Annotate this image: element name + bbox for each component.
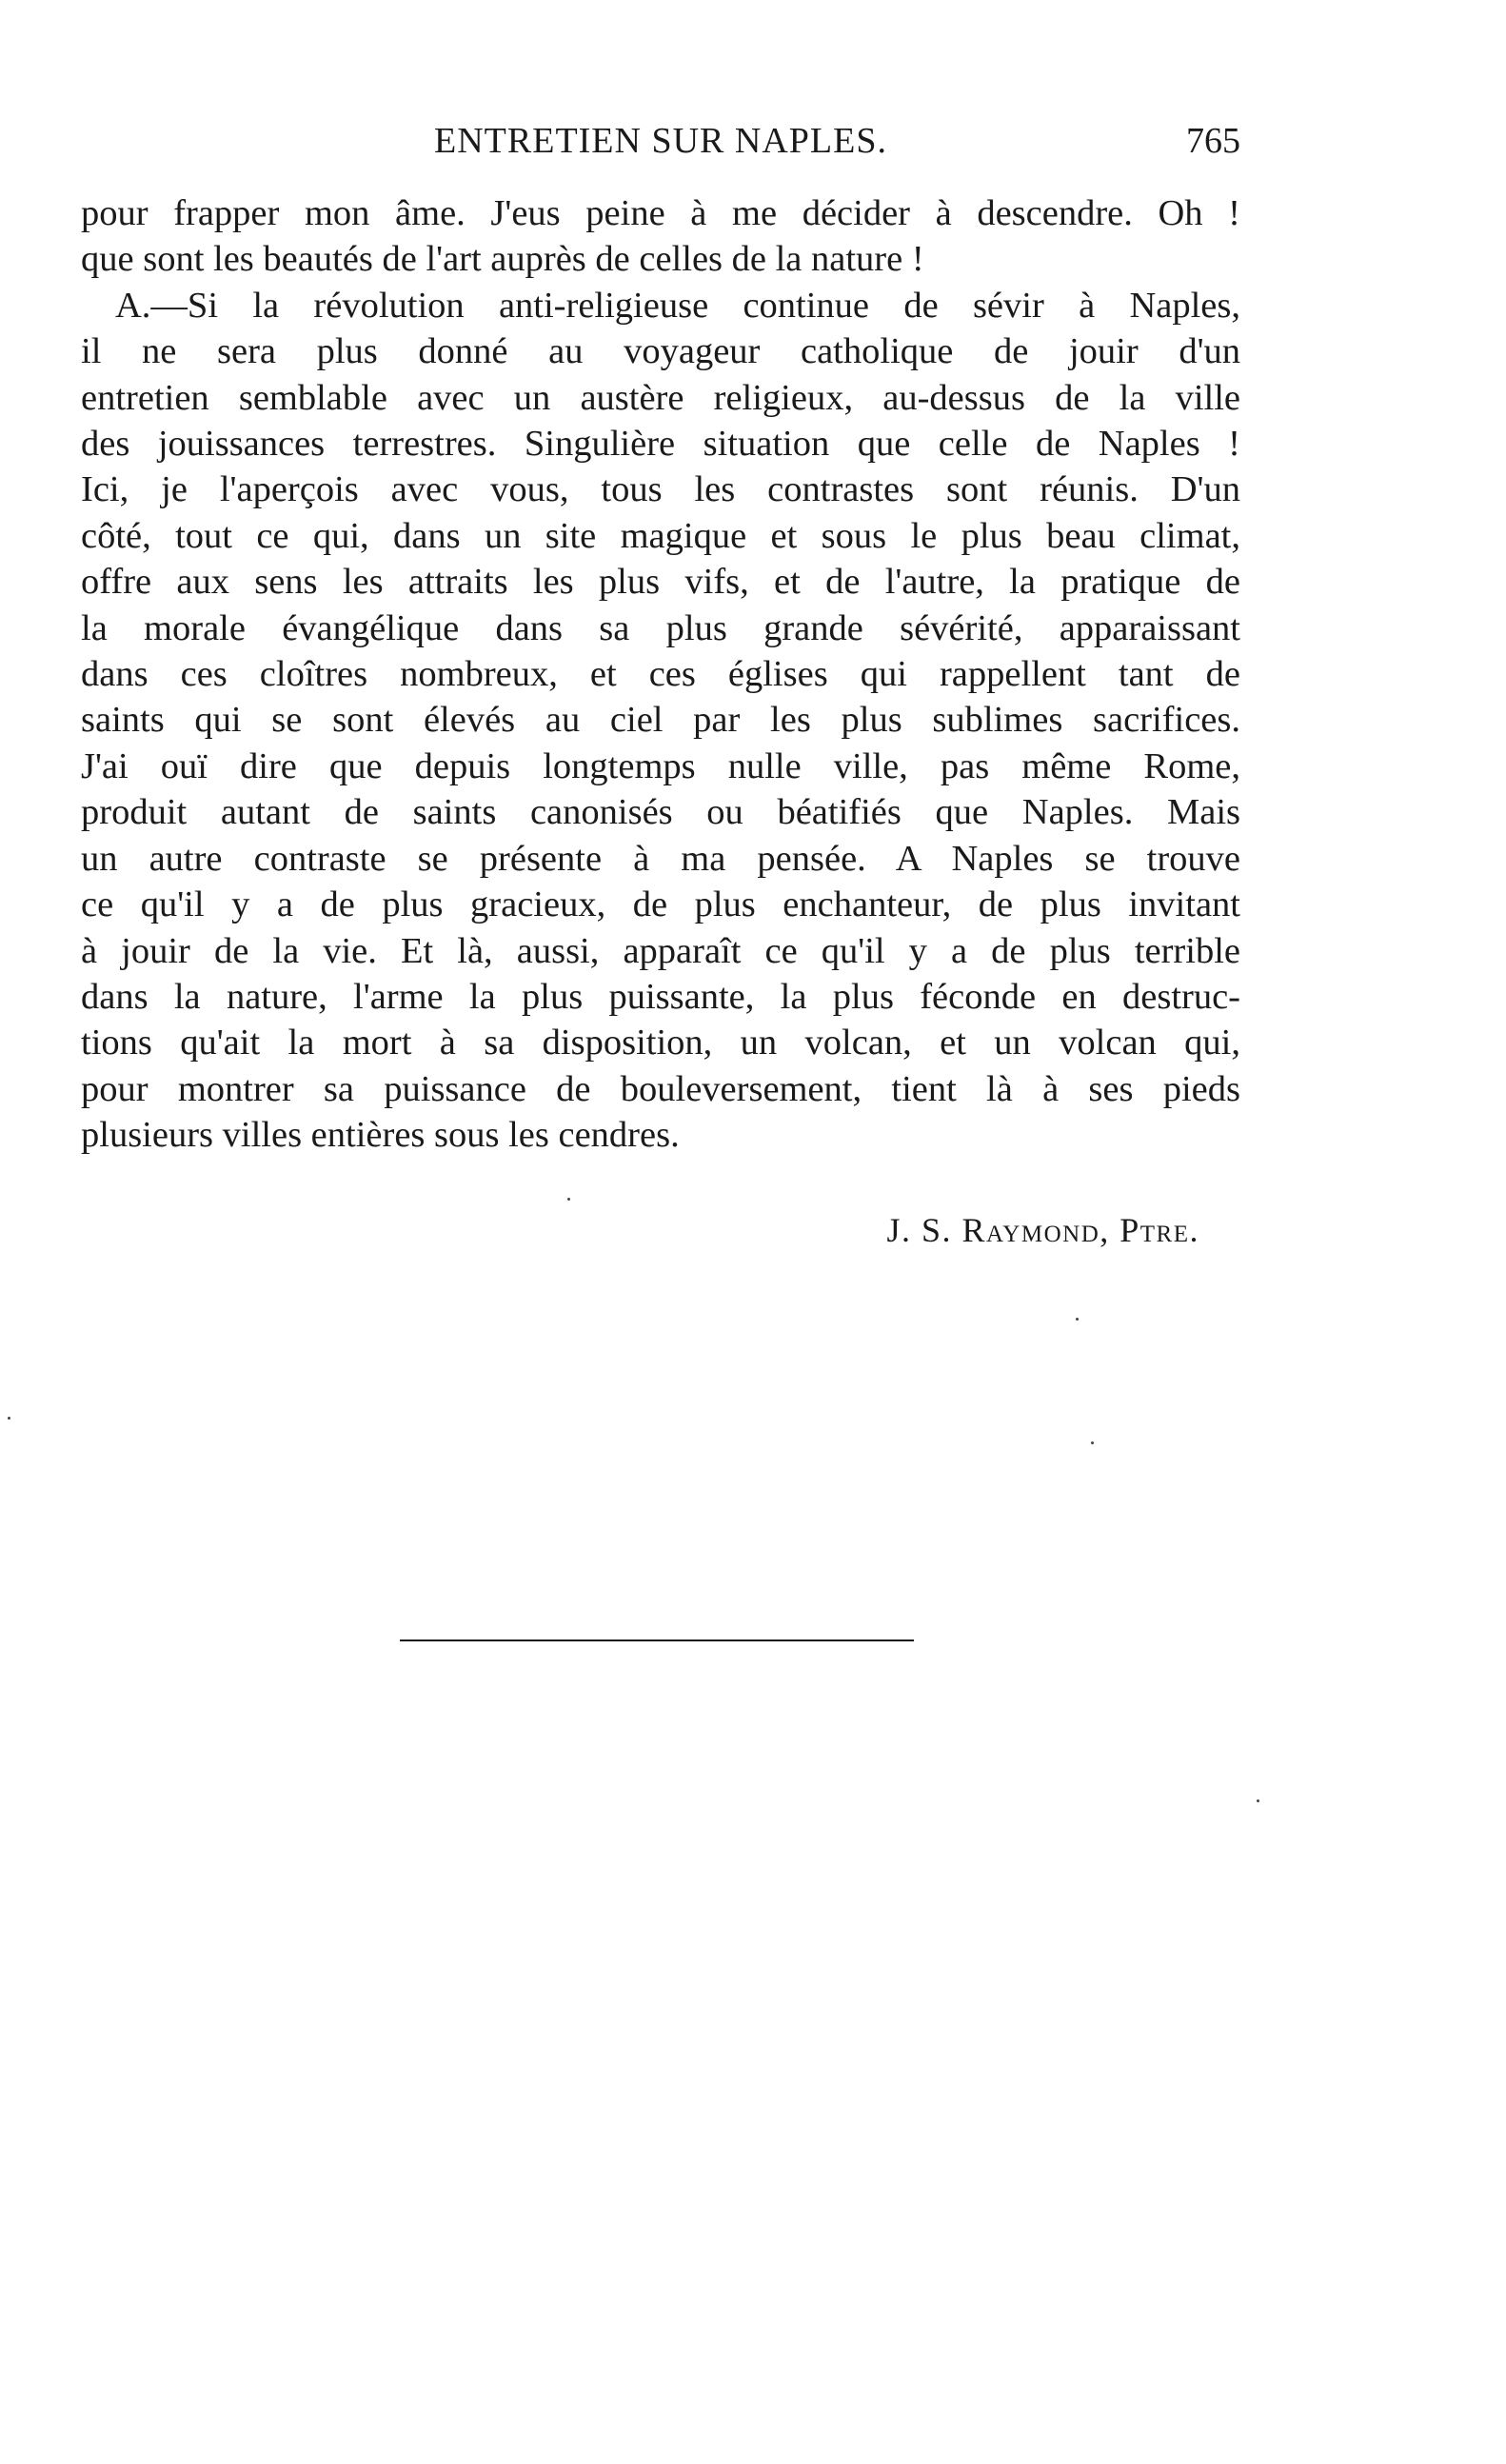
text-line: produit autant de saints canonisés ou béatifiés que Naples. Mais	[81, 792, 1240, 833]
text-line: A.—Si la révolution anti-religieuse continue de sévir à Naples,	[115, 285, 1240, 326]
text-line: tions qu'ait la mort à sa disposition, un volcan, et un volcan qui,	[81, 1023, 1240, 1063]
text-line: pour frapper mon âme. J'eus peine à me décider à descendre. Oh !	[81, 193, 1240, 233]
print-speck	[1076, 1318, 1079, 1321]
section-divider-rule	[400, 1639, 914, 1641]
signature-title: Ptre.	[1120, 1211, 1199, 1249]
text-line: offre aux sens les attraits les plus vifs, et de l'autre, la pratique de	[81, 562, 1240, 603]
signature-separator: ,	[1100, 1211, 1120, 1249]
text-line: pour montrer sa puissance de bouleversement, tient là à ses pieds	[81, 1068, 1240, 1109]
signature-initials: J. S.	[886, 1211, 953, 1249]
text-line: que sont les beautés de l'art auprès de celles de la nature !	[81, 239, 924, 280]
signature-surname: Raymond	[961, 1211, 1100, 1249]
text-line: dans ces cloîtres nombreux, et ces églises qui rappellent tant de	[81, 654, 1240, 695]
print-speck	[567, 1198, 570, 1201]
text-line: côté, tout ce qui, dans un site magique et sous le plus beau climat,	[81, 515, 1240, 556]
text-line: des jouissances terrestres. Singulière situation que celle de Naples !	[81, 424, 1240, 465]
running-title: ENTRETIEN SUR NAPLES.	[434, 121, 887, 161]
print-speck	[8, 1417, 10, 1420]
text-line: il ne sera plus donné au voyageur catholique de jouir d'un	[81, 331, 1240, 372]
text-line: un autre contraste se présente à ma pensée. A Naples se trouve	[81, 838, 1240, 879]
text-line: dans la nature, l'arme la plus puissante, la plus féconde en destruc-	[81, 976, 1240, 1017]
text-line: Ici, je l'aperçois avec vous, tous les contrastes sont réunis. D'un	[81, 469, 1240, 510]
print-speck	[1257, 1799, 1259, 1802]
text-line: J'ai ouï dire que depuis longtemps nulle ville, pas même Rome,	[81, 745, 1240, 786]
text-line: plusieurs villes entières sous les cendres.	[81, 1115, 680, 1156]
text-line: ce qu'il y a de plus gracieux, de plus enchanteur, de plus invitant	[81, 884, 1240, 925]
text-line: saints qui se sont élevés au ciel par les plus sublimes sacrifices.	[81, 700, 1240, 741]
running-head	[81, 112, 1240, 169]
author-signature	[887, 1207, 1200, 1253]
text-line: entretien semblable avec un austère religieux, au-dessus de la ville	[81, 377, 1240, 418]
text-line: à jouir de la vie. Et là, aussi, apparaît ce qu'il y a de plus terrible	[81, 930, 1240, 971]
body-text	[81, 190, 1240, 1159]
text-line: la morale évangélique dans sa plus grande sévérité, apparaissant	[81, 607, 1240, 648]
print-speck	[1091, 1441, 1094, 1444]
page-number: 765	[1186, 121, 1240, 161]
